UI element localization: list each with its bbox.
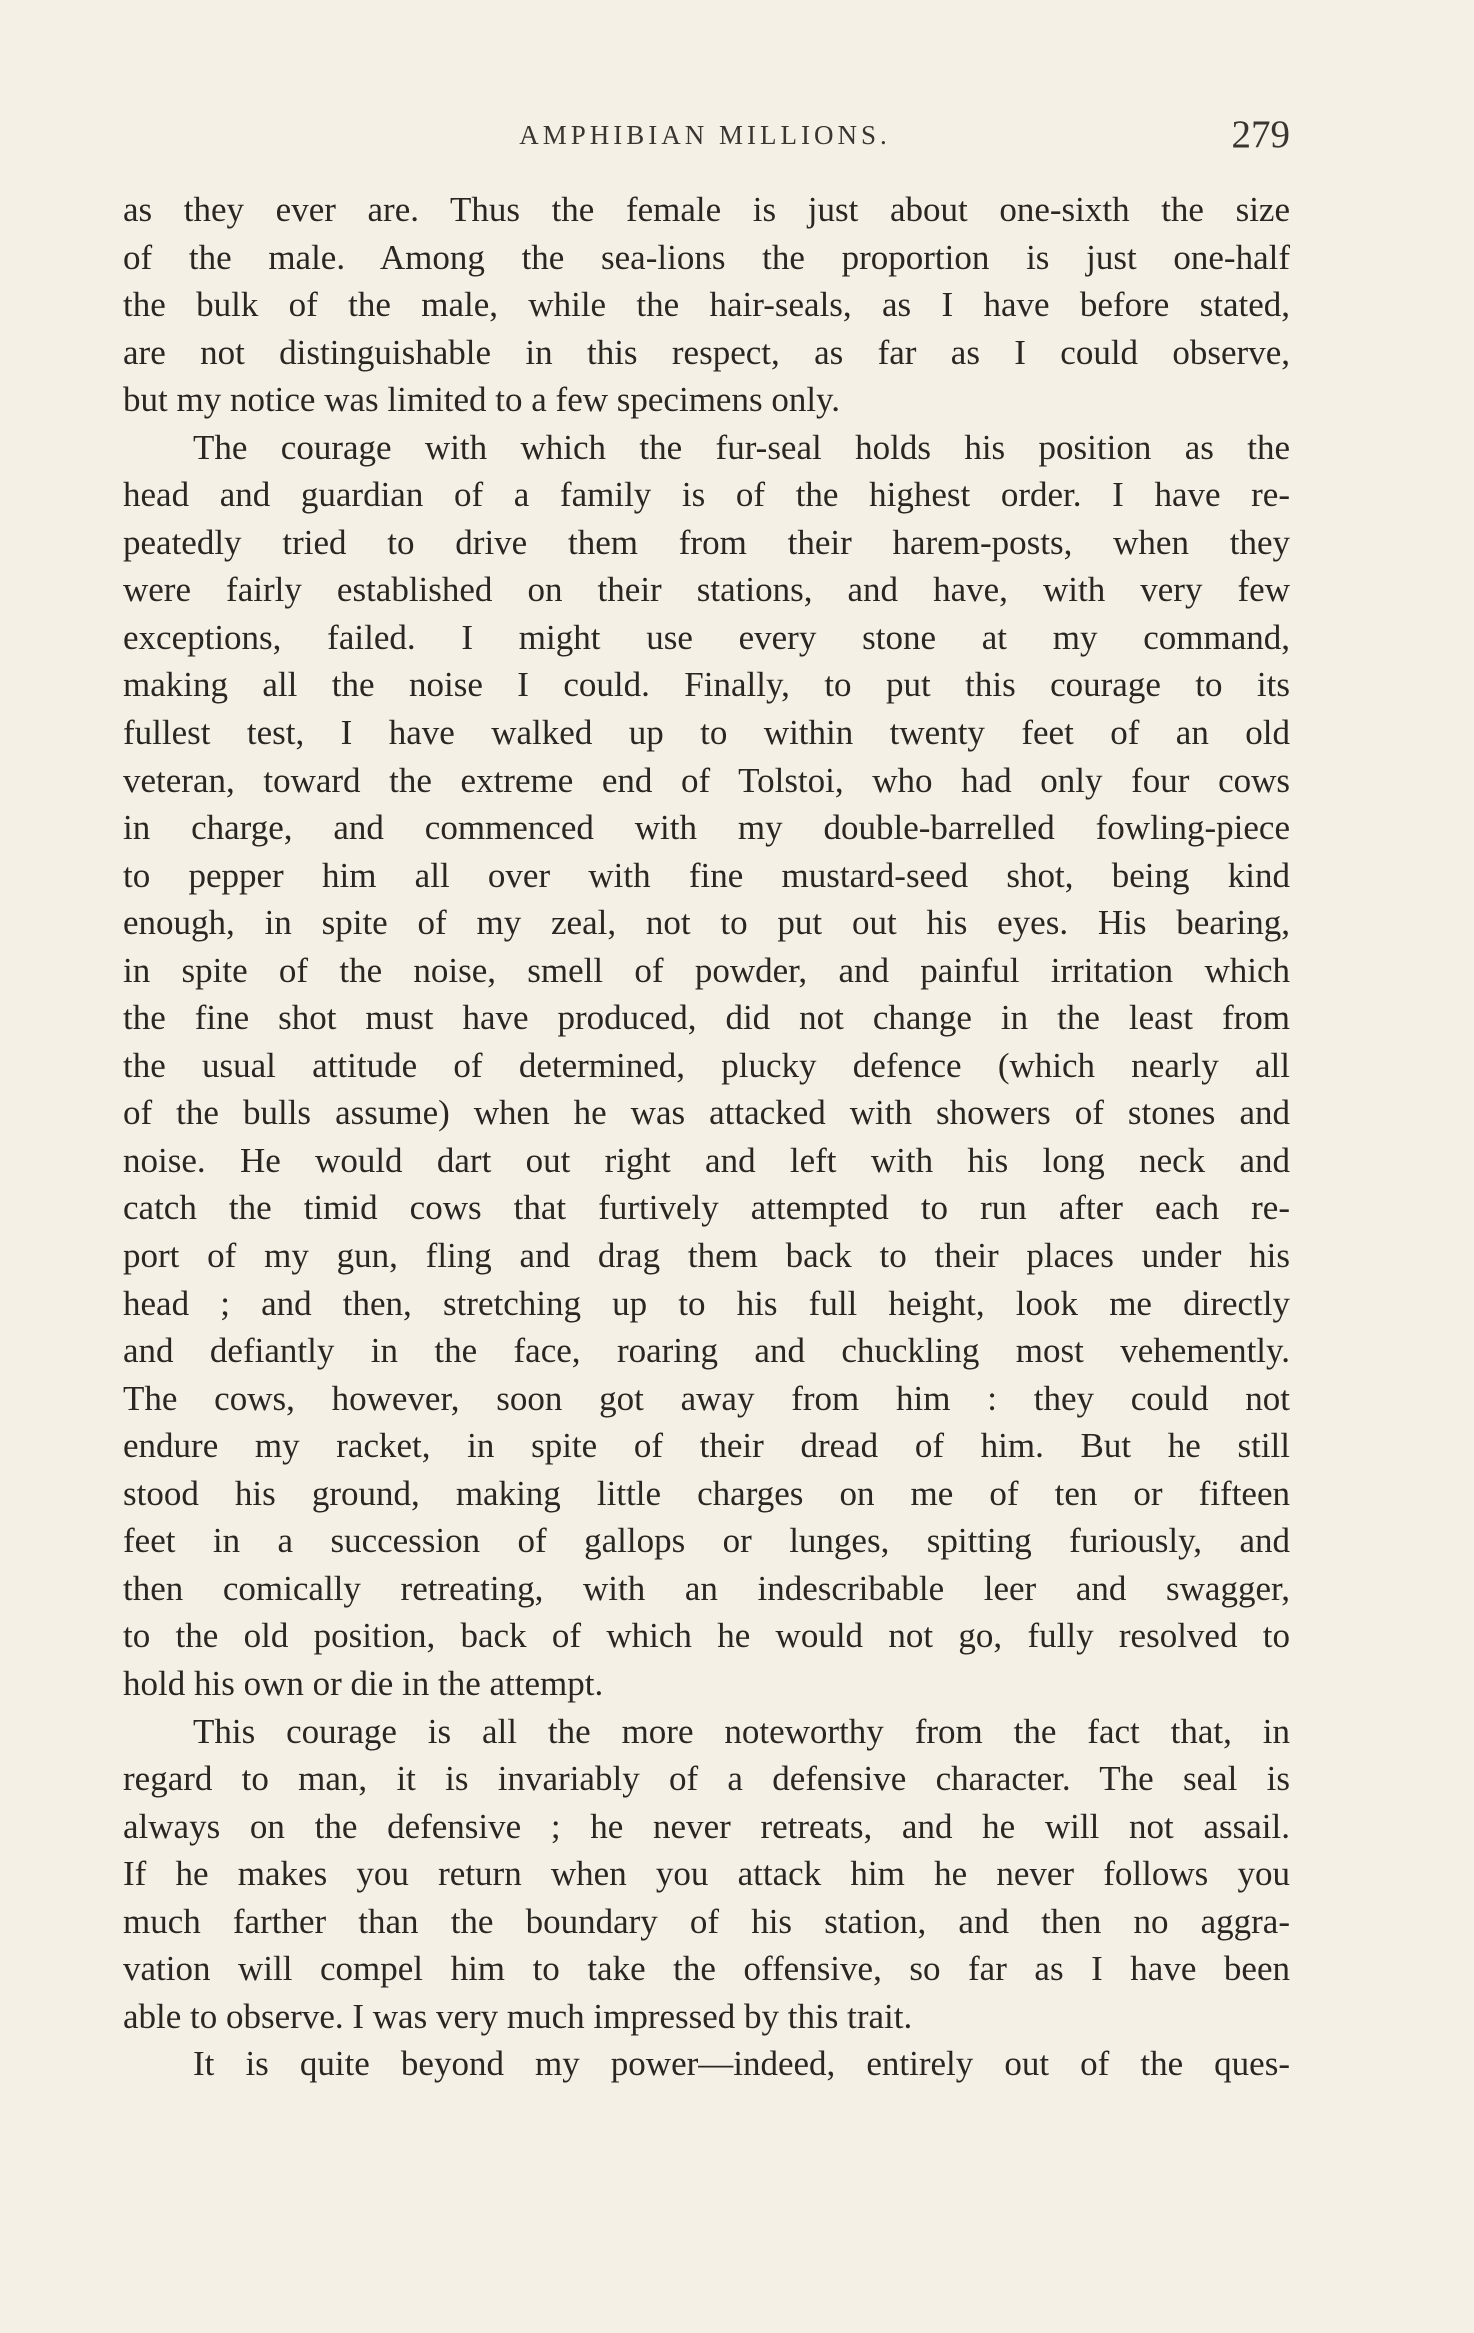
text-line: The cows, however, soon got away from him : they could not — [123, 1378, 1290, 1418]
text-line: vation will compel him to take the offensive, so far as I have been — [123, 1949, 1290, 1989]
text-line: to the old position, back of which he would not go, fully resolved to — [123, 1616, 1290, 1656]
text-line: in charge, and commenced with my double-barrelled fowling-piece — [123, 808, 1290, 848]
text-line: stood his ground, making little charges on me of ten or fifteen — [123, 1473, 1290, 1513]
text-line: endure my racket, in spite of their dread of him. But he still — [123, 1426, 1290, 1466]
text-line: in spite of the noise, smell of powder, and painful irritation which — [123, 950, 1290, 990]
text-line: exceptions, failed. I might use every stone at my command, — [123, 617, 1290, 657]
text-line: It is quite beyond my power—indeed, entirely out of the ques- — [193, 2044, 1290, 2084]
text-line: able to observe. I was very much impressed by this trait. — [123, 1996, 913, 2036]
page-number: 279 — [1231, 113, 1290, 156]
text-line: peatedly tried to drive them from their harem-posts, when they — [123, 522, 1290, 562]
text-line: then comically retreating, with an indescribable leer and swagger, — [123, 1568, 1290, 1608]
text-line: and defiantly in the face, roaring and chuckling most vehemently. — [123, 1331, 1290, 1371]
text-line: fullest test, I have walked up to within twenty feet of an old — [123, 713, 1290, 753]
text-line: the fine shot must have produced, did not change in the least from — [123, 998, 1290, 1038]
text-line: making all the noise I could. Finally, to put this courage to its — [123, 665, 1290, 705]
text-line: regard to man, it is invariably of a defensive character. The seal is — [123, 1759, 1290, 1799]
text-line: the usual attitude of determined, plucky defence (which nearly all — [123, 1045, 1290, 1085]
text-line: the bulk of the male, while the hair-seals, as I have before stated, — [123, 285, 1290, 325]
text-line: port of my gun, fling and drag them back to their places under his — [123, 1236, 1290, 1276]
text-line: to pepper him all over with fine mustard-seed shot, being kind — [123, 855, 1290, 895]
text-line: This courage is all the more noteworthy from the fact that, in — [193, 1711, 1290, 1751]
text-line: If he makes you return when you attack him he never follows you — [123, 1854, 1290, 1894]
text-line: The courage with which the fur-seal holds his position as the — [193, 427, 1290, 467]
page-header — [120, 112, 1290, 172]
text-line: but my notice was limited to a few specimens only. — [123, 380, 841, 420]
text-line: of the male. Among the sea-lions the proportion is just one-half — [123, 237, 1290, 277]
text-line: feet in a succession of gallops or lunges, spitting furiously, and — [123, 1521, 1290, 1561]
text-line: head and guardian of a family is of the highest order. I have re- — [123, 475, 1290, 515]
text-line: enough, in spite of my zeal, not to put out his eyes. His bearing, — [123, 903, 1290, 943]
text-line: were fairly established on their stations, and have, with very few — [123, 570, 1290, 610]
text-line: much farther than the boundary of his station, and then no aggra- — [123, 1901, 1290, 1941]
running-title: AMPHIBIAN MILLIONS. — [519, 120, 891, 150]
text-line: noise. He would dart out right and left with his long neck and — [123, 1140, 1290, 1180]
text-line: of the bulls assume) when he was attacked with showers of stones and — [123, 1093, 1290, 1133]
body-text — [123, 186, 1290, 2088]
text-line: head ; and then, stretching up to his full height, look me directly — [123, 1283, 1290, 1323]
text-line: veteran, toward the extreme end of Tolstoi, who had only four cows — [123, 760, 1290, 800]
text-line: as they ever are. Thus the female is just about one-sixth the size — [123, 190, 1290, 229]
text-line: always on the defensive ; he never retreats, and he will not assail. — [123, 1806, 1290, 1846]
text-line: hold his own or die in the attempt. — [123, 1663, 604, 1703]
text-line: are not distinguishable in this respect, as far as I could observe, — [123, 332, 1290, 372]
text-line: catch the timid cows that furtively attempted to run after each re- — [123, 1188, 1290, 1228]
